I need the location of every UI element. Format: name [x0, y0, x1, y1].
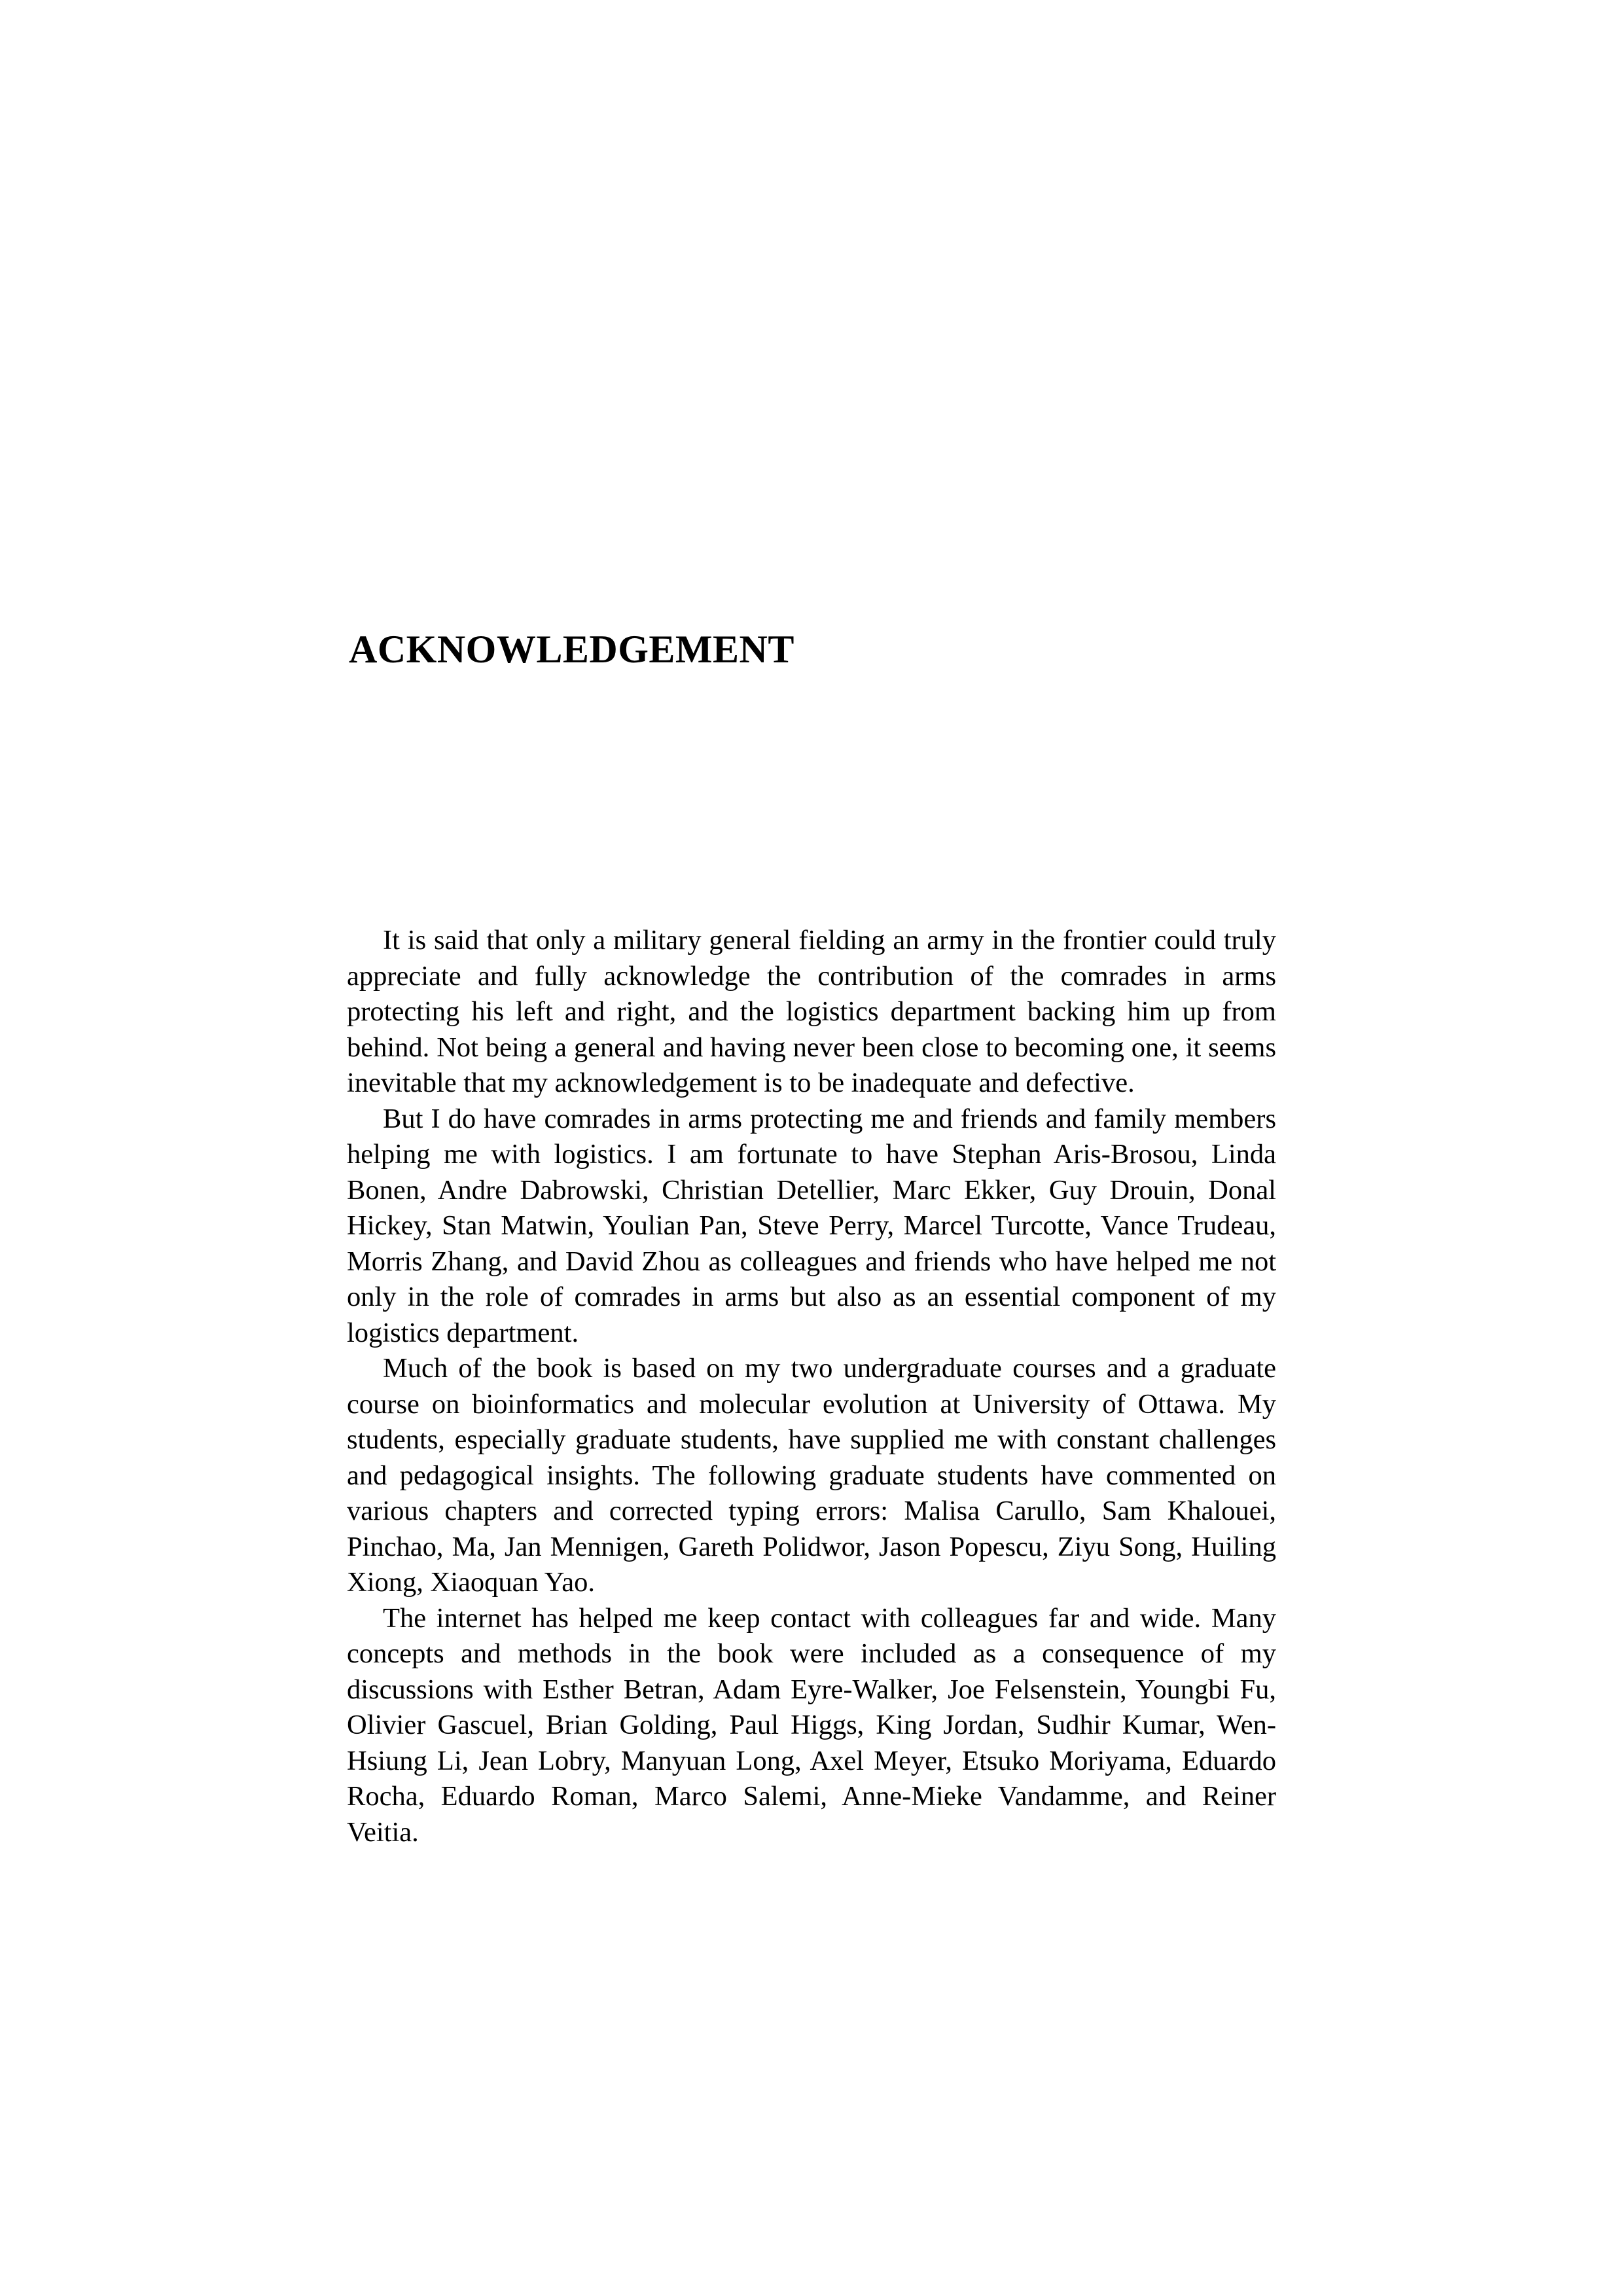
paragraph-4: The internet has helped me keep contact with colleagues far and wide. Many concepts and methods in the book were included as a consequence of my discussions with Esther Betran, Adam Eyre-Walker, Joe Felsenstein, Youngbi Fu, Olivier Gascuel, Brian Golding, Paul Higgs, King Jordan, Sudhir Kumar, Wen-Hsiung Li, Jean Lobry, Manyuan Long, Axel Meyer, Etsuko Moriyama, Eduardo Rocha, Eduardo Roman, Marco Salemi, Anne-Mieke Vandamme, and Reiner Veitia.	[347, 1602, 1276, 1848]
acknowledgement-body	[347, 923, 1276, 1850]
page-title: ACKNOWLEDGEMENT	[349, 628, 794, 671]
paragraph-2: But I do have comrades in arms protecting me and friends and family members helping me with logistics. I am fortunate to have Stephan Aris-Brosou, Linda Bonen, Andre Dabrowski, Christian Detellier, Marc Ekker, Guy Drouin, Donal Hickey, Stan Matwin, Youlian Pan, Steve Perry, Marcel Turcotte, Vance Trudeau, Morris Zhang, and David Zhou as colleagues and friends who have helped me not only in the role of comrades in arms but also as an essential component of my logistics department.	[347, 1103, 1276, 1348]
paragraph-3: Much of the book is based on my two undergraduate courses and a graduate course on bioinformatics and molecular evolution at University of Ottawa. My students, especially graduate students, have supplied me with constant challenges and pedagogical insights. The following graduate students have commented on various chapters and corrected typing errors: Malisa Carullo, Sam Khalouei, Pinchao, Ma, Jan Mennigen, Gareth Polidwor, Jason Popescu, Ziyu Song, Huiling Xiong, Xiaoquan Yao.	[347, 1353, 1276, 1598]
paragraph-1: It is said that only a military general fielding an army in the frontier could truly appreciate and fully acknowledge the contribution of the comrades in arms protecting his left and right, and the logistics department backing him up from behind. Not being a general and having never been close to becoming one, it seems inevitable that my acknowledgement is to be inadequate and defective.	[347, 925, 1276, 1098]
